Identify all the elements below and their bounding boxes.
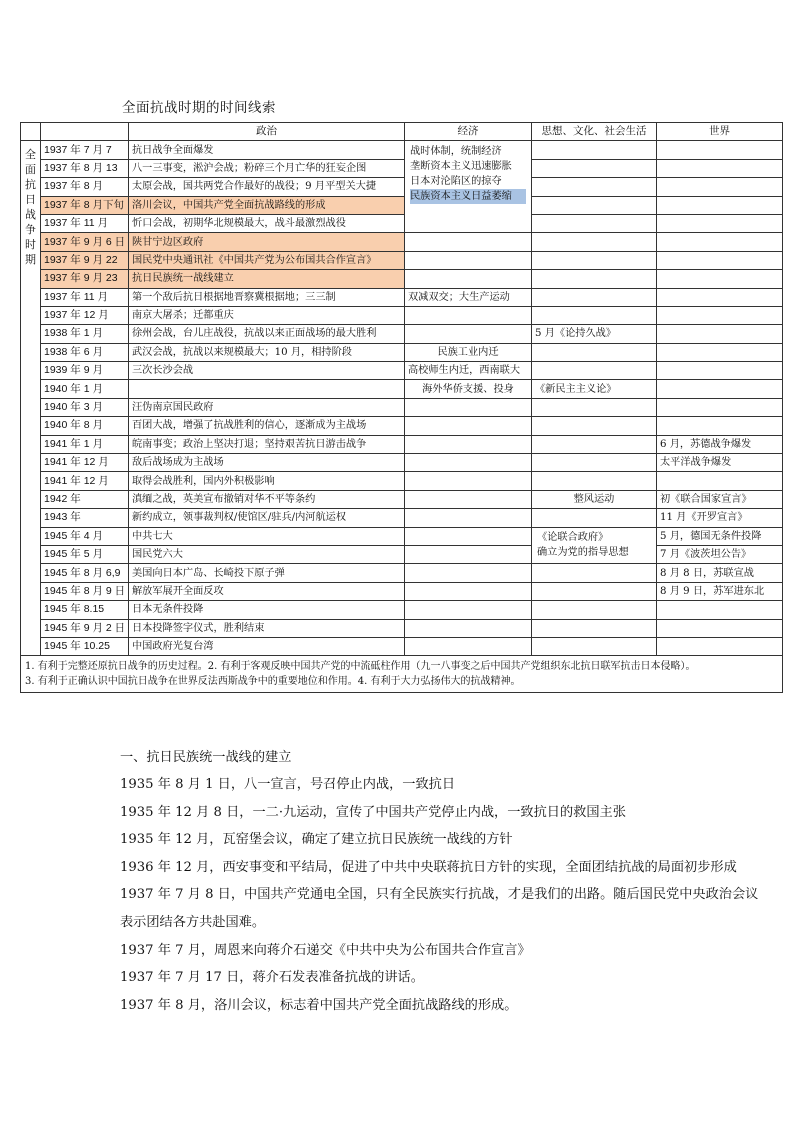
row-economy: 民族工业内迁 (405, 343, 532, 361)
row-politics: 南京大屠杀；迁都重庆 (129, 306, 405, 324)
row-economy (405, 398, 532, 416)
row-date: 1941 年 12 月 (41, 454, 129, 472)
row-date: 1937 年 11 月 (41, 214, 129, 232)
row-politics: 抗日民族统一战线建立 (129, 270, 405, 288)
row-world (657, 398, 783, 416)
row-date: 1941 年 1 月 (41, 435, 129, 453)
thought-line: 确立为党的指导思想 (537, 546, 629, 558)
row-politics: 中国政府光复台湾 (129, 637, 405, 655)
row-thought (532, 343, 657, 361)
table-row (21, 398, 783, 416)
table-row (21, 380, 783, 398)
economy-line: 垄断资本主义迅速膨胀 (410, 161, 512, 173)
header-blank-2 (41, 123, 129, 141)
section-paragraph: 1935 年 12 月，瓦窑堡会议，确定了建立抗日民族统一战线的方针 (120, 832, 513, 848)
table-row (21, 527, 783, 545)
row-date: 1937 年 8 月下旬 (41, 196, 129, 214)
row-thought (532, 178, 657, 196)
table-row (21, 454, 783, 472)
row-date: 1945 年 5 月 (41, 545, 129, 563)
row-economy: 海外华侨支援、投身 (405, 380, 532, 398)
row-date: 1937 年 11 月 (41, 288, 129, 306)
section-paragraph: 1937 年 7 月，周恩来向蒋介石递交《中共中央为公布国共合作宣言》 (120, 942, 531, 958)
section-paragraph: 1937 年 7 月 17 日，蒋介石发表准备抗战的讲话。 (120, 970, 424, 986)
section-paragraph: 1935 年 12 月 8 日，一二·九运动，宣传了中国共产党停止内战，一致抗日的救国主张 (120, 804, 626, 820)
row-world (657, 251, 783, 269)
row-date: 1945 年 8 月 9 日 (41, 582, 129, 600)
period-char: 争 (25, 223, 36, 237)
row-economy (405, 527, 532, 545)
table-row (21, 490, 783, 508)
header-economy: 经济 (405, 123, 532, 141)
table-row (21, 601, 783, 619)
row-thought (532, 270, 657, 288)
row-economy (405, 325, 532, 343)
row-date: 1940 年 8 月 (41, 417, 129, 435)
row-economy: 双减双交；大生产运动 (405, 288, 532, 306)
row-economy (405, 582, 532, 600)
section-paragraph: 1935 年 8 月 1 日，八一宣言，号召停止内战，一致抗日 (120, 777, 456, 792)
row-world (657, 362, 783, 380)
thought-pair-cell (532, 527, 657, 564)
row-date: 1937 年 8 月 (41, 178, 129, 196)
table-row (21, 582, 783, 600)
row-date: 1943 年 (41, 509, 129, 527)
row-date: 1945 年 9 月 2 日 (41, 619, 129, 637)
row-economy (405, 417, 532, 435)
row-economy (405, 306, 532, 324)
row-thought: 整风运动 (532, 490, 657, 508)
row-world: 5 月，德国无条件投降 (657, 527, 783, 545)
note-line: 3. 有利于正确认识中国抗日战争在世界反法西斯战争中的重要地位和作用。4. 有利于大力弘扬伟大的抗战精神。 (25, 676, 521, 688)
table-row (21, 343, 783, 361)
row-world: 6 月，苏德战争爆发 (657, 435, 783, 453)
row-date: 1937 年 9 月 22 (41, 251, 129, 269)
row-economy (405, 509, 532, 527)
row-date: 1937 年 7 月 7 (41, 141, 129, 159)
row-world: 7 月《波茨坦公告》 (657, 545, 783, 563)
header-thought: 思想、文化、社会生活 (532, 123, 657, 141)
row-politics: 武汉会战，抗战以来规模最大；10 月，相持阶段 (129, 343, 405, 361)
page-title: 全面抗战时期的时间线索 (122, 100, 276, 116)
row-date: 1939 年 9 月 (41, 362, 129, 380)
row-date: 1940 年 3 月 (41, 398, 129, 416)
row-politics: 美国向日本广岛、长崎投下原子弹 (129, 564, 405, 582)
row-economy (405, 601, 532, 619)
row-world (657, 380, 783, 398)
row-politics: 汪伪南京国民政府 (129, 398, 405, 416)
row-thought (532, 454, 657, 472)
table-row (21, 325, 783, 343)
row-politics: 八一三事变，淞沪会战；粉碎三个月亡华的狂妄企图 (129, 159, 405, 177)
table-row (21, 417, 783, 435)
period-label (21, 141, 41, 656)
row-economy (405, 435, 532, 453)
table-row (21, 141, 783, 159)
row-politics: 忻口会战，初期华北规模最大，战斗最激烈战役 (129, 214, 405, 232)
period-char: 面 (25, 163, 36, 177)
row-world (657, 343, 783, 361)
row-world (657, 306, 783, 324)
row-date: 1938 年 6 月 (41, 343, 129, 361)
row-politics: 国民党中央通讯社《中国共产党为公布国共合作宣言》 (129, 251, 405, 269)
row-thought (532, 619, 657, 637)
table-row (21, 178, 783, 196)
table-row (21, 288, 783, 306)
table-row (21, 545, 783, 563)
notes-cell (21, 656, 783, 693)
row-politics: 中共七大 (129, 527, 405, 545)
row-economy: 高校师生内迁，西南联大 (405, 362, 532, 380)
row-date: 1941 年 12 月 (41, 472, 129, 490)
economy-line-highlighted: 民族资本主义日益萎缩 (410, 189, 526, 204)
table-row (21, 306, 783, 324)
row-date: 1942 年 (41, 490, 129, 508)
row-thought (532, 637, 657, 655)
row-politics: 三次长沙会战 (129, 362, 405, 380)
table-row (21, 159, 783, 177)
row-world (657, 325, 783, 343)
table-row (21, 362, 783, 380)
table-row (21, 196, 783, 214)
period-char: 战 (25, 208, 36, 222)
row-politics: 徐州会战，台儿庄战役，抗战以来正面战场的最大胜利 (129, 325, 405, 343)
row-politics: 第一个敌后抗日根据地晋察冀根据地；三三制 (129, 288, 405, 306)
row-economy (405, 472, 532, 490)
row-politics: 洛川会议，中国共产党全面抗战路线的形成 (129, 196, 405, 214)
row-politics: 太原会战，国共两党合作最好的战役；9 月平型关大捷 (129, 178, 405, 196)
thought-line: 《论联合政府》 (537, 531, 609, 543)
row-thought (532, 141, 657, 159)
table-row (21, 472, 783, 490)
united-front-section (120, 744, 760, 1019)
row-date: 1940 年 1 月 (41, 380, 129, 398)
row-thought (532, 564, 657, 582)
period-char: 日 (25, 193, 36, 207)
row-thought (532, 214, 657, 232)
note-line: 1. 有利于完整还原抗日战争的历史过程。2. 有利于客观反映中国共产党的中流砥柱作用（九一八事变之后中国共产党组织东北抗日联军抗击日本侵略）。 (25, 661, 696, 673)
row-economy (405, 490, 532, 508)
row-world (657, 270, 783, 288)
row-world: 8 月 9 日，苏军进东北 (657, 582, 783, 600)
timeline-table (20, 122, 783, 693)
row-date: 1945 年 8.15 (41, 601, 129, 619)
section-paragraph: 1937 年 7 月 8 日，中国共产党通电全国，只有全民族实行抗战，才是我们的出路。随后国民党中央政治会议表示团结各方共赴国难。 (120, 887, 759, 930)
row-politics: 陕甘宁边区政府 (129, 233, 405, 251)
period-char: 时 (25, 238, 36, 252)
row-thought: 5 月《论持久战》 (532, 325, 657, 343)
row-economy (405, 233, 532, 251)
table-row (21, 270, 783, 288)
row-economy (405, 454, 532, 472)
table-row (21, 564, 783, 582)
row-politics: 取得会战胜利，国内外积极影响 (129, 472, 405, 490)
row-thought (532, 601, 657, 619)
row-thought (532, 417, 657, 435)
row-thought (532, 509, 657, 527)
row-politics: 皖南事变；政治上坚决打退；坚持艰苦抗日游击战争 (129, 435, 405, 453)
row-world (657, 472, 783, 490)
row-world (657, 288, 783, 306)
economy-system-cell (405, 141, 532, 233)
row-thought (532, 398, 657, 416)
notes-row (21, 656, 783, 693)
row-economy (405, 619, 532, 637)
row-world (657, 601, 783, 619)
row-economy (405, 251, 532, 269)
row-economy (405, 637, 532, 655)
row-politics: 解放军展开全面反攻 (129, 582, 405, 600)
row-thought (532, 196, 657, 214)
row-thought (532, 233, 657, 251)
row-world: 11 月《开罗宣言》 (657, 509, 783, 527)
row-world (657, 214, 783, 232)
row-economy (405, 545, 532, 563)
table-row (21, 214, 783, 232)
section-heading: 一、抗日民族统一战线的建立 (120, 750, 292, 765)
period-char: 全 (25, 148, 36, 162)
header-blank-1 (21, 123, 41, 141)
header-world: 世界 (657, 123, 783, 141)
table-row (21, 233, 783, 251)
table-row (21, 637, 783, 655)
row-world (657, 417, 783, 435)
row-politics: 日本无条件投降 (129, 601, 405, 619)
row-thought (532, 472, 657, 490)
row-date: 1937 年 9 月 6 日 (41, 233, 129, 251)
table-row (21, 509, 783, 527)
row-date: 1937 年 12 月 (41, 306, 129, 324)
row-politics: 敌后战场成为主战场 (129, 454, 405, 472)
row-thought: 《新民主主义论》 (532, 380, 657, 398)
row-world (657, 233, 783, 251)
row-economy (405, 564, 532, 582)
period-char: 期 (25, 253, 36, 267)
row-world (657, 637, 783, 655)
table-row (21, 251, 783, 269)
section-paragraph: 1937 年 8 月，洛川会议，标志着中国共产党全面抗战路线的形成。 (120, 997, 518, 1013)
row-politics: 日本投降签字仪式，胜利结束 (129, 619, 405, 637)
row-date: 1945 年 8 月 6,9 (41, 564, 129, 582)
row-thought (532, 582, 657, 600)
row-thought (532, 435, 657, 453)
row-politics: 新约成立，领事裁判权/使馆区/驻兵/内河航运权 (129, 509, 405, 527)
row-date: 1945 年 10.25 (41, 637, 129, 655)
row-politics (129, 380, 405, 398)
period-char: 抗 (25, 178, 36, 192)
row-world (657, 196, 783, 214)
row-thought (532, 306, 657, 324)
row-world (657, 159, 783, 177)
row-world (657, 619, 783, 637)
row-politics: 抗日战争全面爆发 (129, 141, 405, 159)
row-world: 太平洋战争爆发 (657, 454, 783, 472)
table-header-row (21, 123, 783, 141)
row-thought (532, 159, 657, 177)
section-paragraph: 1936 年 12 月，西安事变和平结局，促进了中共中央联蒋抗日方针的实现，全面团结抗战的局面初步形成 (120, 859, 737, 875)
row-date: 1945 年 4 月 (41, 527, 129, 545)
row-thought (532, 288, 657, 306)
header-politics: 政治 (129, 123, 405, 141)
row-politics: 滇缅之战，英美宣布撤销对华不平等条约 (129, 490, 405, 508)
row-economy (405, 270, 532, 288)
row-thought (532, 251, 657, 269)
row-world: 8 月 8 日，苏联宣战 (657, 564, 783, 582)
row-world (657, 141, 783, 159)
row-thought (532, 362, 657, 380)
row-world (657, 178, 783, 196)
row-politics: 国民党六大 (129, 545, 405, 563)
economy-line: 日本对沦陷区的掠夺 (410, 176, 502, 188)
row-politics: 百团大战，增强了抗战胜利的信心，逐渐成为主战场 (129, 417, 405, 435)
row-date: 1937 年 9 月 23 (41, 270, 129, 288)
table-row (21, 619, 783, 637)
row-world: 初《联合国家宣言》 (657, 490, 783, 508)
table-row (21, 435, 783, 453)
row-date: 1937 年 8 月 13 (41, 159, 129, 177)
row-date: 1938 年 1 月 (41, 325, 129, 343)
economy-line: 战时体制，统制经济 (410, 146, 502, 158)
